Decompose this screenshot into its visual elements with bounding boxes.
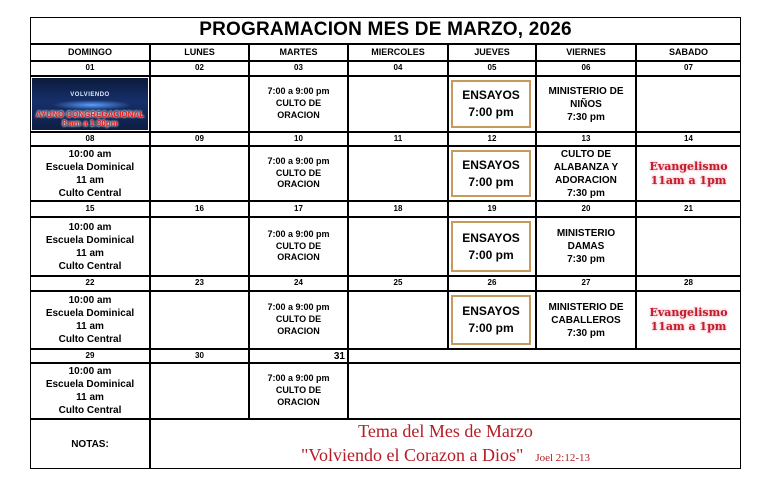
day-header-viernes: VIERNES [566,46,606,57]
day-number: 17 [294,203,303,213]
banner-words: VOLVIENDO [70,92,110,98]
day-number: 02 [195,63,204,73]
event-line: 7:30 pm [567,111,605,123]
event-line: ENSAYOS [462,157,520,172]
event-line: 10:00 am [68,148,112,160]
notes-label: NOTAS: [71,438,109,450]
day-number: 08 [85,133,95,143]
day-number: 05 [487,63,497,73]
event-line: ORACION [277,252,320,263]
event-line: 7:00 a 9:00 pm [267,373,330,384]
calendar-sheet [30,17,741,469]
day-number: 28 [684,278,693,288]
tema-del-mes [150,419,741,469]
event-line: ENSAYOS [462,88,520,103]
ensayos-box [451,221,531,272]
day-number: 06 [581,63,591,73]
day-number: 09 [195,133,204,143]
page-title: PROGRAMACION MES DE MARZO, 2026 [199,19,572,41]
day-number: 22 [85,278,95,288]
ayuno-banner-image [32,78,148,130]
day-number: 14 [684,133,693,143]
event-line: 7:00 a 9:00 pm [267,155,330,166]
event-fri [536,217,636,276]
event-line: MINISTERIO DE [548,85,624,97]
event-line: Escuela Dominical [45,379,135,390]
event-line: Escuela Dominical [45,308,135,319]
event-line: CULTO DE [560,148,612,160]
event-line: 7:30 pm [567,187,605,199]
event-line: CABALLEROS [551,314,621,326]
day-number: 01 [85,63,95,73]
event-sat [636,291,741,349]
day-number: 12 [487,133,497,143]
day-number: 10 [294,133,303,143]
ensayos-box [451,80,531,128]
event-line: Culto Central [58,260,122,272]
event-line: MINISTERIO DE [548,301,624,313]
day-number: 19 [487,203,497,213]
event-line: ORACION [277,179,320,190]
day-number: 23 [195,278,204,288]
event-line: 11 am [76,247,104,259]
event-line: 7:00 pm [468,247,514,262]
event-line: 11 am [76,174,104,186]
event-line: 7:00 a 9:00 pm [267,86,330,97]
stage-light-graphic [52,100,132,110]
tema-quote-row [301,444,590,468]
event-sun [30,146,150,201]
day-number: 24 [294,278,303,288]
event-sun [30,363,150,419]
event-line: Culto Central [58,187,122,199]
day-number: 07 [684,63,693,73]
event-tue [249,363,348,419]
tema-quote: "Volviendo el Corazon a Dios" [300,444,524,465]
day-number: 03 [294,63,303,73]
event-line: 7:00 a 9:00 pm [267,228,330,239]
event-line: Evangelismo [649,159,728,173]
day-header-martes: MARTES [279,46,318,57]
event-tue [249,146,348,201]
event-line: ADORACION [555,174,617,186]
event-line: 7:30 pm [567,254,605,265]
day-number: 04 [393,63,403,73]
event-line: 11 am [76,321,104,332]
day-number: 18 [393,203,403,213]
event-line: 11am a 1pm [650,173,727,187]
event-line: CULTO DE [275,314,322,325]
day-number: 30 [195,350,204,360]
event-line: CULTO DE [275,98,322,109]
day-number: 31 [333,350,345,362]
event-line: ORACION [277,325,320,336]
event-line: 7:00 a 9:00 pm [267,302,330,313]
event-line: ENSAYOS [462,304,520,319]
event-line: ALABANZA Y [553,161,619,173]
banner-caption-line: AYUNO CONGREGACIONAL [35,110,145,120]
event-fri [536,76,636,132]
event-line: NIÑOS [570,98,602,110]
event-line: CULTO DE [275,385,322,396]
tema-reference: Joel 2:12-13 [535,451,591,464]
event-line: DAMAS [567,241,605,252]
event-sun [30,291,150,349]
banner-caption-line: 8:am a 1:30pm [62,119,118,129]
event-line: 7:00 pm [468,321,514,335]
day-header-domingo: DOMINGO [68,46,112,57]
event-line: ORACION [277,109,320,120]
event-fri [536,291,636,349]
day-number: 20 [581,203,591,213]
event-line: Culto Central [58,405,122,416]
event-line: 7:30 pm [567,327,605,339]
day-header-lunes: LUNES [184,46,215,57]
event-sat [636,146,741,201]
tema-title: Tema del Mes de Marzo [358,421,533,442]
day-number: 15 [85,203,95,213]
event-line: CULTO DE [275,240,322,251]
event-tue [249,217,348,276]
day-header-jueves: JUEVES [474,46,510,57]
event-tue [249,291,348,349]
day-header-sabado: SABADO [668,46,708,57]
ensayos-box [451,295,531,345]
day-number: 13 [581,133,591,143]
event-line: 11 am [76,392,104,403]
day-number: 27 [581,278,591,288]
day-number: 25 [393,278,403,288]
event-line: Escuela Dominical [45,161,135,173]
day-number: 26 [487,278,497,288]
day-number: 16 [195,203,204,213]
event-line: 11am a 1pm [650,320,727,333]
event-line: CULTO DE [275,167,322,178]
event-line: MINISTERIO [556,228,616,239]
event-line: 10:00 am [68,366,112,377]
ensayos-box [451,150,531,197]
event-line: 10:00 am [68,295,112,306]
event-line: Culto Central [58,334,122,345]
day-header-miercoles: MIERCOLES [371,46,425,57]
event-line: 10:00 am [68,221,112,233]
day-number: 29 [85,350,95,360]
event-fri [536,146,636,201]
event-line: ENSAYOS [462,230,520,245]
event-line: Evangelismo [649,306,728,320]
banner-caption [32,111,148,129]
event-tue [249,76,348,132]
grid-vline [447,44,449,349]
day-number: 11 [393,133,403,143]
event-sun [30,217,150,276]
event-line: 7:00 pm [468,174,514,189]
event-line: 7:00 pm [468,105,514,119]
event-line: ORACION [277,396,320,407]
event-line: Escuela Dominical [45,234,135,246]
day-number: 21 [684,203,693,213]
